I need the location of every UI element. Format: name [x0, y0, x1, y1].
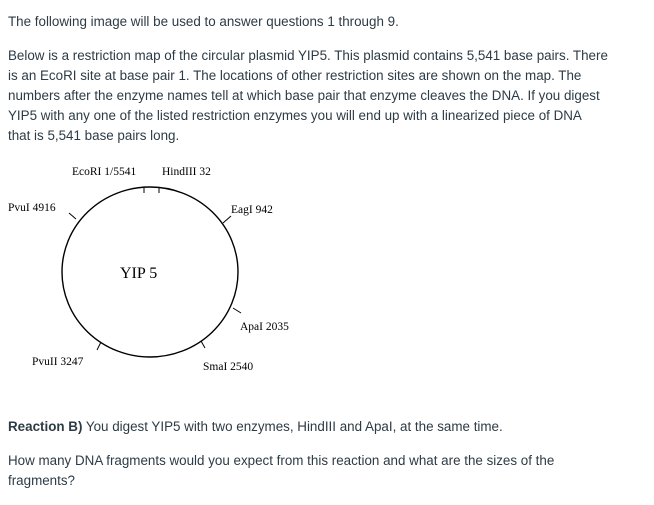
- reaction-description: You digest YIP5 with two enzymes, HindIII and ApaI, at the same time.: [82, 419, 503, 434]
- plasmid-map: [0, 158, 320, 383]
- description-line: YIP5 with any one of the listed restriction enzymes you will end up with a linearized piece of DNA: [8, 108, 582, 123]
- reaction-label: Reaction B): [8, 419, 83, 434]
- description-line: Below is a restriction map of the circular plasmid YIP5. This plasmid contains 5,541 base pairs. There: [8, 48, 608, 63]
- smai-label: SmaI 2540: [203, 361, 254, 373]
- description-line: is an EcoRI site at base pair 1. The locations of other restriction sites are shown on the map. The: [8, 68, 582, 83]
- apai-site-mark: [233, 308, 241, 313]
- question-line: How many DNA fragments would you expect from this reaction and what are the sizes of the: [8, 453, 555, 468]
- description-line: that is 5,541 base pairs long.: [8, 128, 180, 143]
- pvui-label: PvuI 4916: [8, 202, 56, 214]
- description-line: numbers after the enzyme names tell at which base pair that enzyme cleaves the DNA. If you digest: [8, 88, 600, 103]
- question-line: fragments?: [8, 473, 75, 488]
- pvui-site-mark: [69, 213, 76, 219]
- ecori-label: EcoRI 1/5541: [72, 166, 137, 178]
- question-text: [8, 451, 554, 491]
- plasmid-description: [8, 46, 608, 146]
- pvuii-label: PvuII 3247: [32, 356, 84, 368]
- reaction-b-text: [8, 417, 503, 437]
- intro-text: The following image will be used to answer questions 1 through 9.: [8, 14, 399, 29]
- smai-site-mark: [201, 341, 205, 348]
- eagi-label: EagI 942: [231, 204, 273, 216]
- apai-label: ApaI 2035: [240, 321, 289, 333]
- eagi-site-mark: [223, 216, 231, 223]
- pvuii-site-mark: [97, 342, 101, 350]
- hindiii-label: HindIII 32: [162, 166, 211, 178]
- plasmid-name: YIP 5: [120, 265, 158, 282]
